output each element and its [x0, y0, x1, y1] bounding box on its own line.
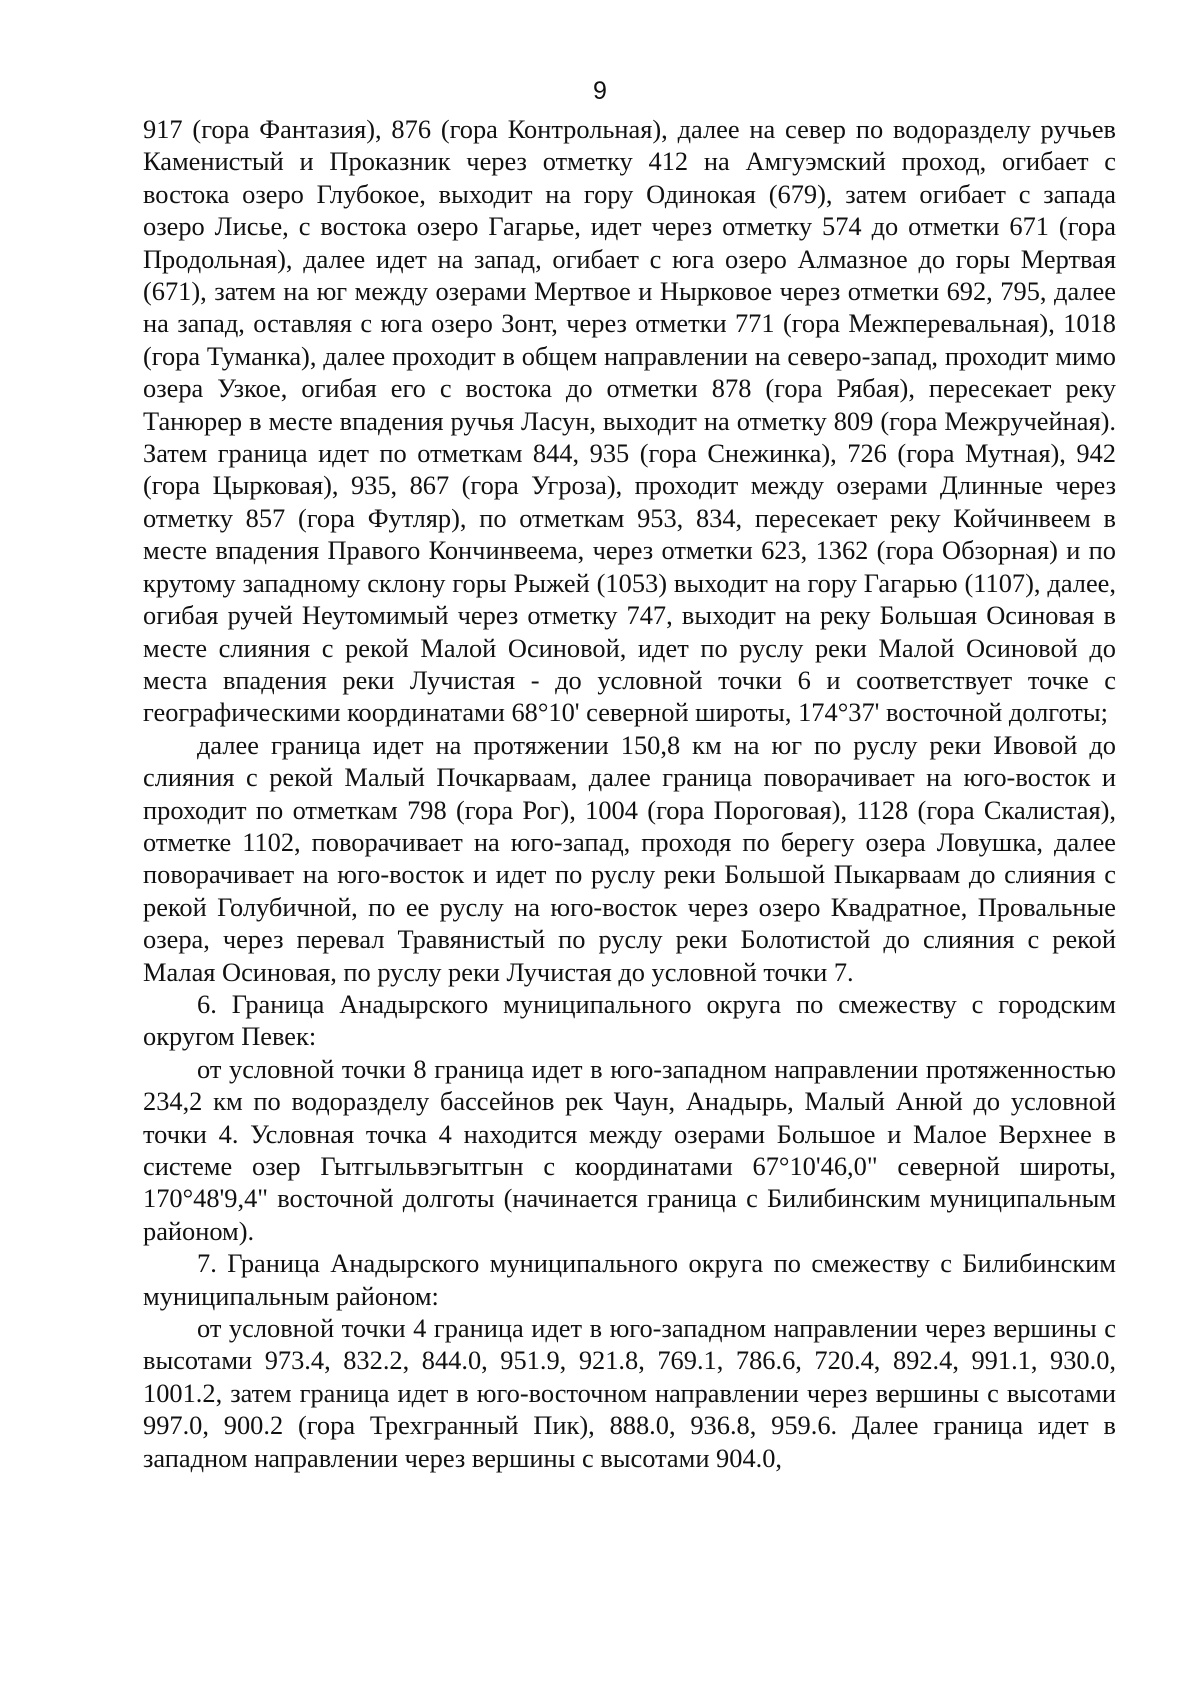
- page-number: 9: [593, 77, 607, 105]
- section-heading-7-bilibino: 7. Граница Анадырского муниципального округа по смежеству с Билибинским муниципальным районом:: [143, 1248, 1116, 1311]
- paragraph-boundary-bilibino: от условной точки 4 граница идет в юго-западном направлении через вершины с высотами 973.4, 832.2, 844.0, 951.9, 921.8, 769.1, 786.6, 720.4, 892.4, 991.1, 930.0, 1001.2, затем граница идет в юго-восточном направлении через вершины с высотами 997.0, 900.2 (гора Трехгранный Пик), 888.0, 936.8, 959.6. Далее граница идет в западном направлении через вершины с высотами 904.0,: [143, 1313, 1116, 1473]
- document-body: [143, 113, 1116, 1474]
- paragraph-boundary-pevek: от условной точки 8 граница идет в юго-западном направлении протяженностью 234,2 км по водоразделу бассейнов рек Чаун, Анадырь, Малый Анюй до условной точки 4. Условная точка 4 находится между озерами Большое и Малое Верхнее в системе озер Гытгыльвэгытгын с координатами 67°10'46,0" северной широты, 170°48'9,4" восточной долготы (начинается граница с Билибинским муниципальным районом).: [143, 1053, 1116, 1246]
- paragraph-boundary-south-ivovaya: далее граница идет на протяжении 150,8 км на юг по руслу реки Ивовой до слияния с рекой Малый Почкарваам, далее граница поворачивает на юго-восток и проходит по отметкам 798 (гора Рог), 1004 (гора Пороговая), 1128 (гора Скалистая), отметке 1102, поворачивает на юго-запад, проходя по берегу озера Ловушка, далее поворачивает на юго-восток и идет по руслу реки Большой Пыкарваам до слияния с рекой Голубичной, по ее руслу на юго-восток через озеро Квадратное, Провальные озера, через перевал Травянистый по руслу реки Болотистой до слияния с рекой Малая Осиновая, по руслу реки Лучистая до условной точки 7.: [143, 729, 1116, 987]
- section-heading-6-pevek: 6. Граница Анадырского муниципального округа по смежеству с городским округом Певек:: [143, 988, 1116, 1052]
- paragraph-continued-boundary-description: 917 (гора Фантазия), 876 (гора Контрольная), далее на север по водоразделу ручьев Каменистый и Проказник через отметку 412 на Амгуэмский проход, огибает с востока озеро Глубокое, выходит на гору Одинокая (679), затем огибает с запада озеро Лисье, с востока озеро Гагарье, идет через отметку 574 до отметки 671 (гора Продольная), далее идет на запад, огибает с юга озеро Алмазное до горы Мертвая (671), затем на юг между озерами Мертвое и Нырковое через отметки 692, 795, далее на запад, оставляя с юга озеро Зонт, через отметки 771 (гора Межперевальная), 1018 (гора Туманка), далее проходит в общем направлении на северо-запад, проходит мимо озера Узкое, огибая его с востока до отметки 878 (гора Рябая), пересекает реку Танюрер в месте впадения ручья Ласун, выходит на отметку 809 (гора Межручейная). Затем граница идет по отметкам 844, 935 (гора Снежинка), 726 (гора Мутная), 942 (гора Цырковая), 935, 867 (гора Угроза), проходит между озерами Длинные через отметку 857 (гора Футляр), по отметкам 953, 834, пересекает реку Койчинвеем в месте впадения Правого Кончинвеема, через отметки 623, 1362 (гора Обзорная) и по крутому западному склону горы Рыжей (1053) выходит на гору Гагарью (1107), далее, огибая ручей Неутомимый через отметку 747, выходит на реку Большая Осиновая в месте слияния с рекой Малой Осиновой, идет по руслу реки Малой Осиновой до места впадения реки Лучистая - до условной точки 6 и соответствует точке с географическими координатами 68°10' северной широты, 174°37' восточной долготы;: [143, 114, 1116, 728]
